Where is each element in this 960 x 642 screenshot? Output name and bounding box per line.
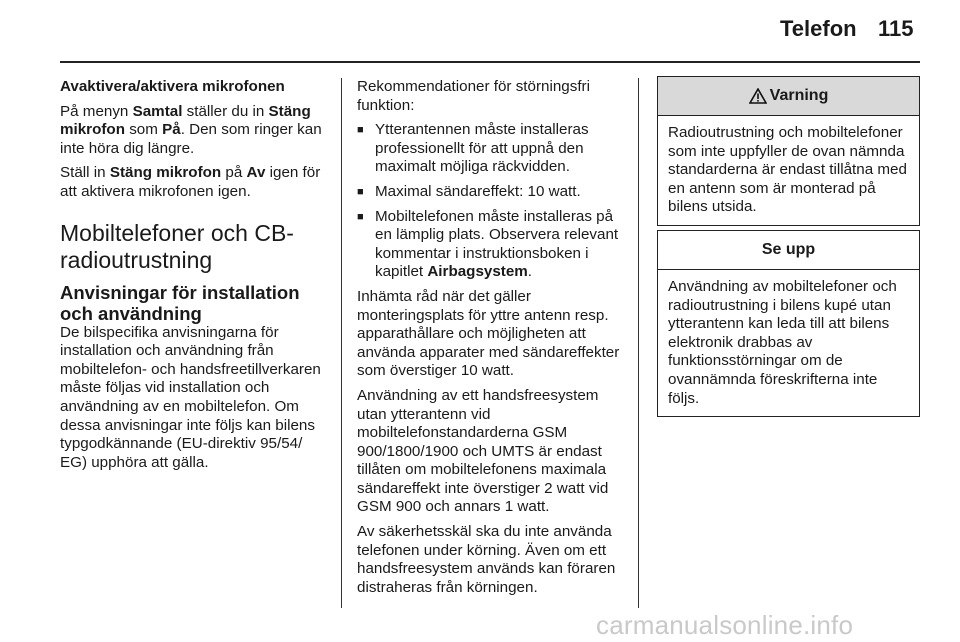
recommendation-list — [357, 121, 623, 282]
caution-text: Användning av mobiltelefoner och radioutrustning i bilens kupé utan ytterantenn kan leda till att bilens elektronik drabbas av funktionsstörningar om de ovannämnda föreskrifterna inte följs. — [668, 278, 897, 407]
paragraph-antenna-advice: Inhämta råd när det gäller monteringsplats för yttre antenn resp. apparathållare och möjligheten att använda apparater med sändareffekter som överstiger 10 watt. — [357, 287, 620, 380]
header-rule — [60, 61, 920, 63]
paragraph-installation: De bilspecifika anvisningarna för installation och användning från mobiltelefon- och handsfreetillverkaren måste följas vid installation och användning av en mobiltelefon. Om dessa anvisningar inte följs kan bilens typgodkännande (EU-direktiv 95/54/ EG) upphöra att gälla. — [60, 323, 321, 471]
caution-box — [657, 230, 920, 417]
subheading-microphone: Avaktivera/aktivera mikrofonen — [60, 78, 285, 95]
warning-box — [657, 76, 920, 226]
subsection-heading: Anvisningar för installation och användning — [60, 281, 300, 324]
list-item: ■ Mobiltelefonen måste installeras på en lämplig plats. Observera relevant kommentar i instruktionsboken i kapitlet Airbagsystem. — [357, 208, 623, 282]
warning-triangle-icon — [749, 88, 767, 104]
caution-title: Se upp — [761, 241, 816, 258]
list-item: ■ Maximal sändareffekt: 10 watt. — [357, 183, 623, 202]
warning-text: Radioutrustning och mobiltelefoner som inte uppfyller de ovan nämnda standarderna är endast tillåtna med en antenn som är monterad på bilens utsida. — [668, 124, 907, 216]
paragraph-recommendations: Rekommendationer för störningsfri funktion: — [357, 78, 590, 114]
paragraph-handsfree: Användning av ett handsfreesystem utan ytterantenn vid mobiltelefonstandarderna GSM 900/1800/1900 och UMTS är endast tillåten om mobiltelefonens maximala sändareffekt inte överstiger 2 watt vid GSM 900 och annars 1 watt. — [357, 386, 609, 516]
column-middle — [357, 78, 623, 603]
column-left — [60, 78, 328, 478]
chapter-title: Telefon — [780, 16, 857, 41]
page-header — [0, 0, 960, 60]
paragraph-microphone-off: På menyn Samtal ställer du in Stäng mikrofon som På. Den som ringer kan inte höra dig längre. — [60, 102, 322, 157]
caution-box-header — [658, 231, 919, 270]
page-number: 115 — [878, 16, 914, 41]
section-heading: Mobiltelefoner och CB-radioutrustning — [60, 219, 294, 273]
watermark: carmanualsonline.info — [596, 610, 854, 640]
column-divider-left — [341, 78, 342, 608]
warning-box-header — [658, 77, 919, 116]
paragraph-microphone-on: Ställ in Stäng mikrofon på Av igen för att aktivera mikrofonen igen. — [60, 164, 321, 200]
column-divider-right — [638, 78, 639, 608]
list-item: ■ Ytterantennen måste installeras professionellt för att uppnå den maximalt möjliga räckvidden. — [357, 121, 623, 177]
warning-title: Varning — [769, 87, 829, 104]
paragraph-safety: Av säkerhetsskäl ska du inte använda telefonen under körning. Även om ett handsfreesystem används kan föraren distraheras från körningen. — [357, 523, 616, 596]
